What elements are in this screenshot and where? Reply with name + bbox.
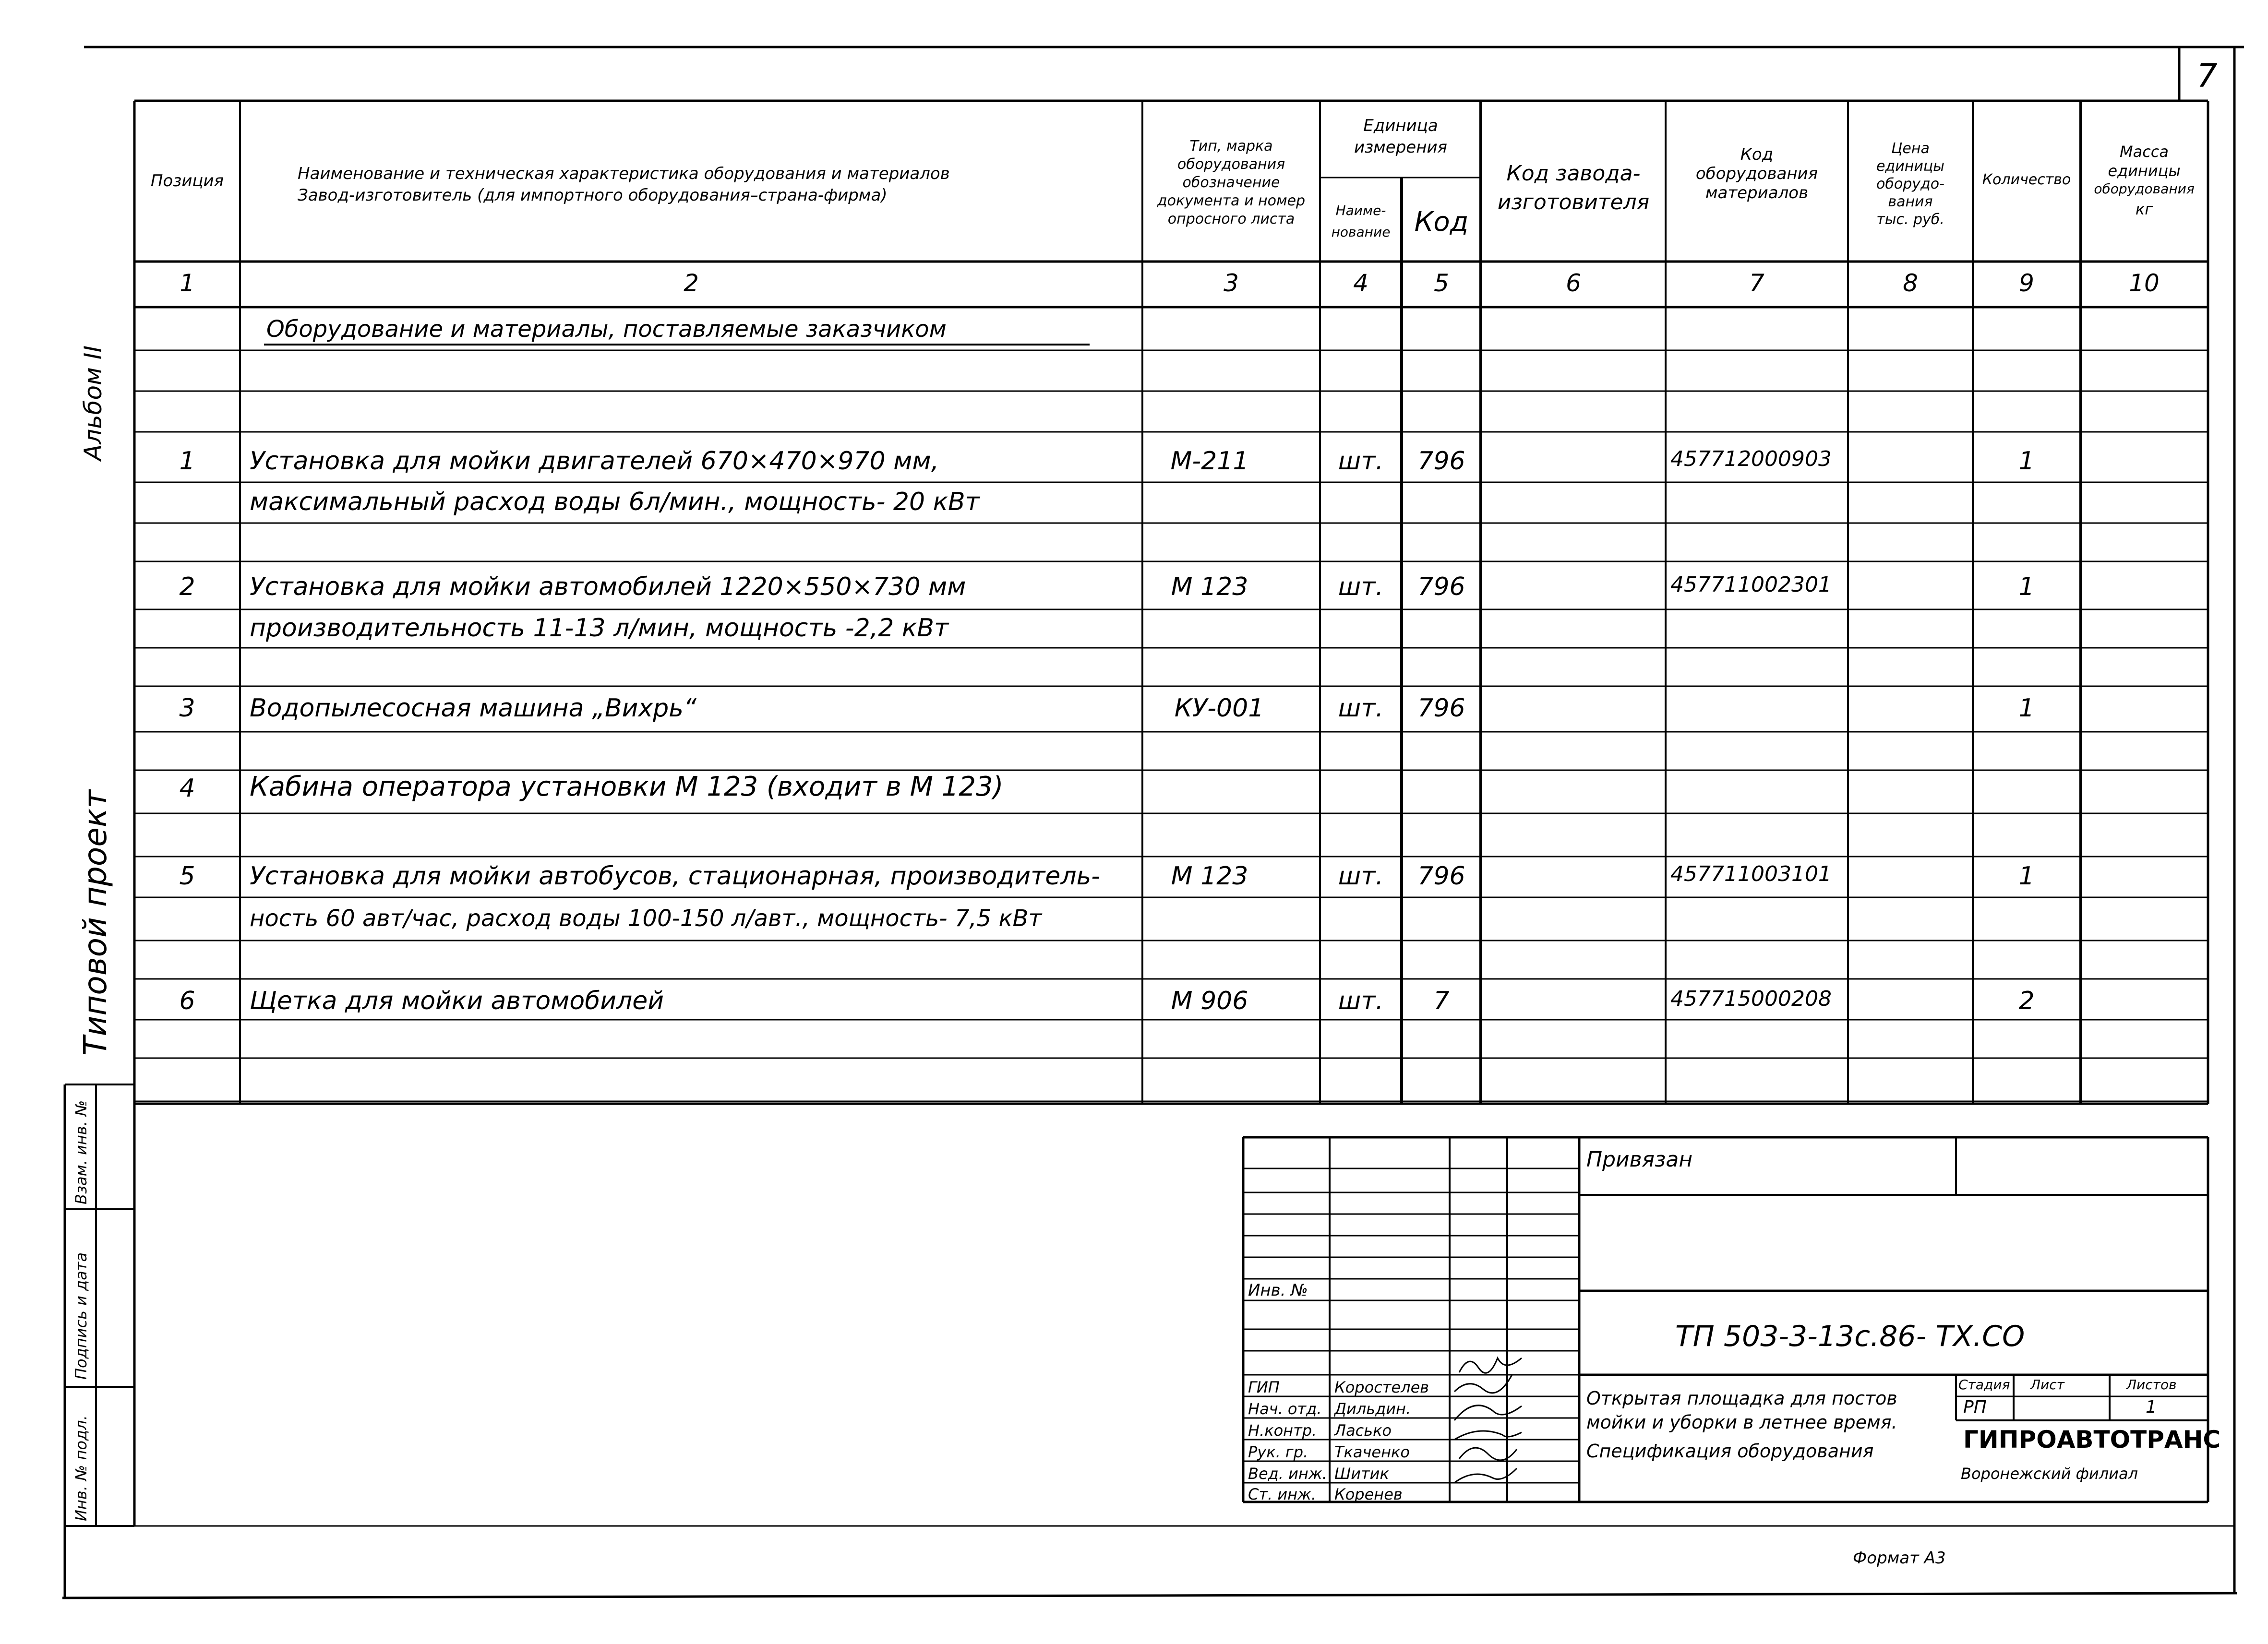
position: 2: [179, 572, 195, 601]
item-unit-code: 796: [1417, 447, 1465, 476]
header-unit-code: Код: [1414, 206, 1469, 238]
stage-value: РП: [1963, 1397, 1987, 1417]
section-title: Оборудование и материалы, поставляемые заказчиком: [266, 316, 947, 343]
item-unit-code: 796: [1417, 694, 1465, 723]
item-name: Щетка для мойки автомобилей: [250, 987, 664, 1015]
paper-format: Формат А3: [1853, 1549, 1946, 1568]
item-type: М 123: [1171, 572, 1248, 601]
item-unit-code: 796: [1417, 572, 1465, 601]
position: 1: [179, 447, 195, 476]
item-unit: шт.: [1338, 447, 1384, 476]
stage-label: Стадия: [1958, 1377, 2010, 1393]
header-name-line1: Наименование и техническая характеристика оборудования и материалов: [298, 164, 950, 183]
item-quantity: 1: [2018, 572, 2035, 601]
item-unit-code: 796: [1417, 862, 1465, 891]
branch-name: Воронежский филиал: [1961, 1465, 2138, 1483]
item-name: Установка для мойки двигателей 670×470×970 мм,: [250, 447, 939, 476]
project-type-label: Типовой проект: [77, 789, 114, 1056]
item-name: Установка для мойки автобусов, стационарная, производитель-: [250, 862, 1101, 891]
item-type: М 906: [1171, 987, 1248, 1015]
stamp-vzam-inv: Взам. инв. №: [72, 1100, 90, 1204]
item-unit-code: 7: [1433, 987, 1450, 1015]
item-unit: шт.: [1338, 572, 1384, 601]
item-quantity: 1: [2018, 694, 2035, 723]
item-unit: шт.: [1338, 862, 1384, 891]
item-name-cont: производительность 11-13 л/мин, мощность -2,2 кВт: [250, 614, 949, 643]
item-type: М-211: [1170, 447, 1249, 476]
stamp-inv-podl: Инв. № подл.: [72, 1415, 90, 1521]
item-name-cont: ность 60 авт/час, расход воды 100-150 л/авт., мощность- 7,5 кВт: [250, 905, 1042, 932]
stamp-signature-date: Подпись и дата: [72, 1252, 90, 1380]
item-equip-code: 457712000903: [1670, 447, 1832, 471]
item-quantity: 1: [2018, 862, 2035, 891]
position: 3: [179, 694, 195, 723]
sheet-label: Лист: [2030, 1377, 2064, 1393]
sheets-label: Листов: [2126, 1377, 2177, 1393]
item-equip-code: 457711002301: [1670, 572, 1832, 597]
inv-no-label: Инв. №: [1248, 1281, 1308, 1300]
item-type: М 123: [1171, 862, 1248, 891]
item-name: Водопылесосная машина „Вихрь“: [250, 694, 696, 723]
header-quantity: Количество: [1982, 171, 2071, 188]
item-equip-code: 457715000208: [1670, 987, 1832, 1011]
position: 6: [179, 987, 195, 1015]
album-label: Альбом II: [79, 345, 107, 461]
item-unit: шт.: [1338, 694, 1384, 723]
item-quantity: 1: [2018, 447, 2035, 476]
document-code: ТП 503-3-13с.86- ТХ.СО: [1675, 1320, 2025, 1353]
item-name-cont: максимальный расход воды 6л/мин., мощность- 20 кВт: [250, 488, 980, 516]
item-unit: шт.: [1338, 987, 1384, 1015]
privyazan-label: Привязан: [1586, 1147, 1693, 1172]
header-position: Позиция: [150, 171, 224, 191]
header-name-line2: Завод-изготовитель (для импортного оборудования–страна-фирма): [298, 186, 888, 205]
item-equip-code: 457711003101: [1670, 862, 1832, 886]
position: 5: [179, 862, 195, 891]
item-name: Кабина оператора установки М 123 (входит в М 123): [250, 771, 1004, 802]
item-type: КУ-001: [1174, 694, 1264, 723]
item-quantity: 2: [2018, 987, 2035, 1015]
organization-name: ГИПРОАВТОТРАНС: [1963, 1426, 2221, 1453]
sheet-number: 7: [2196, 57, 2218, 95]
sheets-value: 1: [2146, 1397, 2157, 1417]
position: 4: [179, 774, 195, 803]
item-name: Установка для мойки автомобилей 1220×550×730 мм: [250, 572, 966, 601]
